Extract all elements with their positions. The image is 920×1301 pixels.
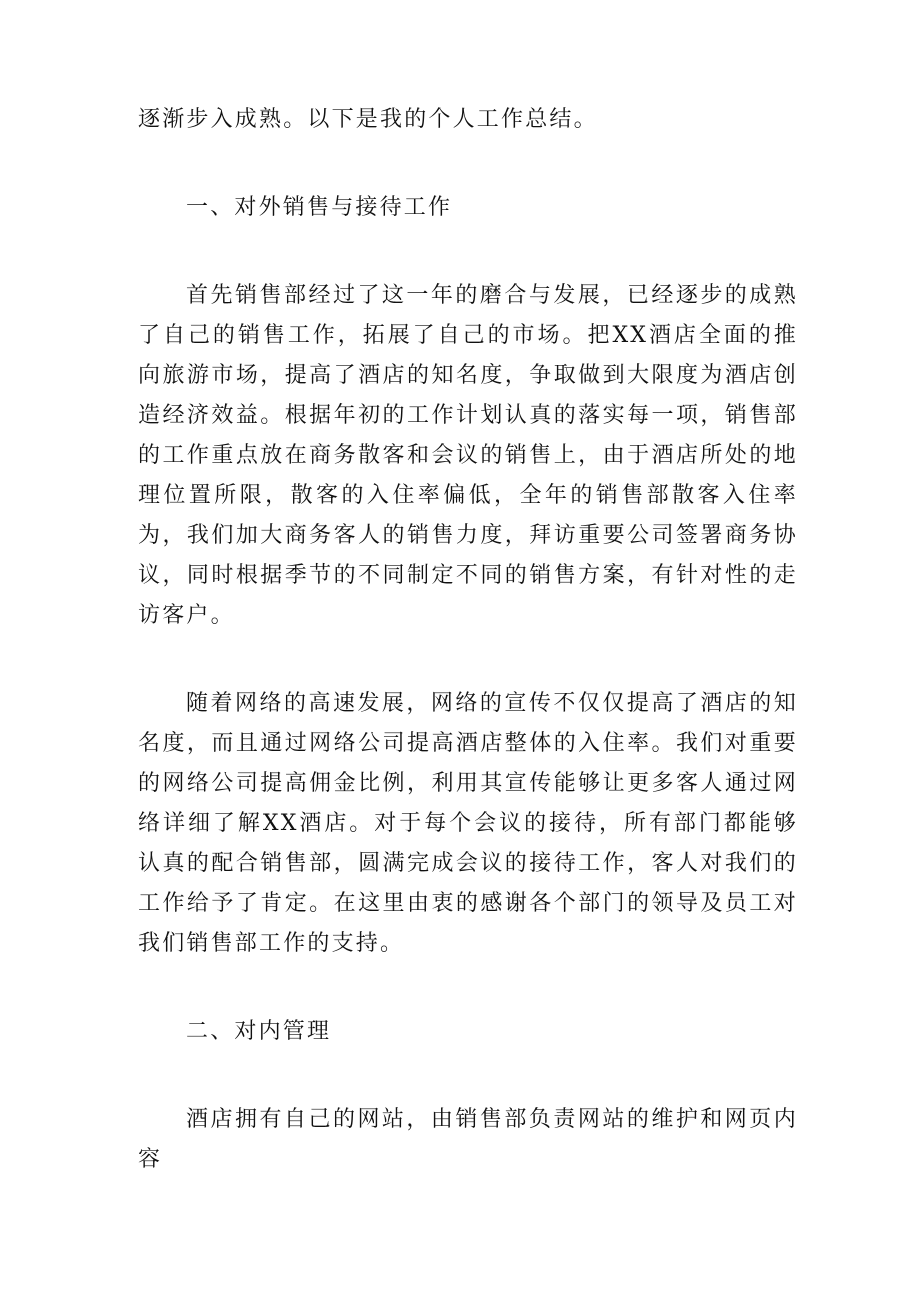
paragraph-gap: [138, 140, 798, 188]
paragraph-network-promotion: 随着网络的高速发展，网络的宣传不仅仅提高了酒店的知名度，而且通过网络公司提高酒店整体的入住率。我们对重要的网络公司提高佣金比例，利用其宣传能够让更多客人通过网络详细了解XX酒店。对于每个会议的接待，所有部门都能够认真的配合销售部，圆满完成会议的接待工作，客人对我们的工作给予了肯定。在这里由衷的感谢各个部门的领导及员工对我们销售部工作的支持。: [138, 691, 798, 956]
paragraph-gap: [138, 636, 798, 684]
lead-paragraph: 逐渐步入成熟。以下是我的个人工作总结。: [138, 107, 598, 132]
section-heading-internal-management: 二、对内管理: [186, 1019, 332, 1044]
paragraph-gap: [138, 228, 798, 276]
section-heading-external-sales: 一、对外销售与接待工作: [186, 195, 453, 220]
document-page: [138, 100, 798, 1180]
paragraph-website-maintenance: 酒店拥有自己的网站，由销售部负责网站的维护和网页内容: [138, 1107, 798, 1172]
paragraph-gap: [138, 1052, 798, 1100]
paragraph-gap: [138, 964, 798, 1012]
paragraph-sales-development: 首先销售部经过了这一年的磨合与发展，已经逐步的成熟了自己的销售工作，拓展了自己的市场。把XX酒店全面的推向旅游市场，提高了酒店的知名度，争取做到大限度为酒店创造经济效益。根据年初的工作计划认真的落实每一项，销售部的工作重点放在商务散客和会议的销售上，由于酒店所处的地理位置所限，散客的入住率偏低，全年的销售部散客入住率为，我们加大商务客人的销售力度，拜访重要公司签署商务协议，同时根据季节的不同制定不同的销售方案，有针对性的走访客户。: [138, 283, 798, 628]
